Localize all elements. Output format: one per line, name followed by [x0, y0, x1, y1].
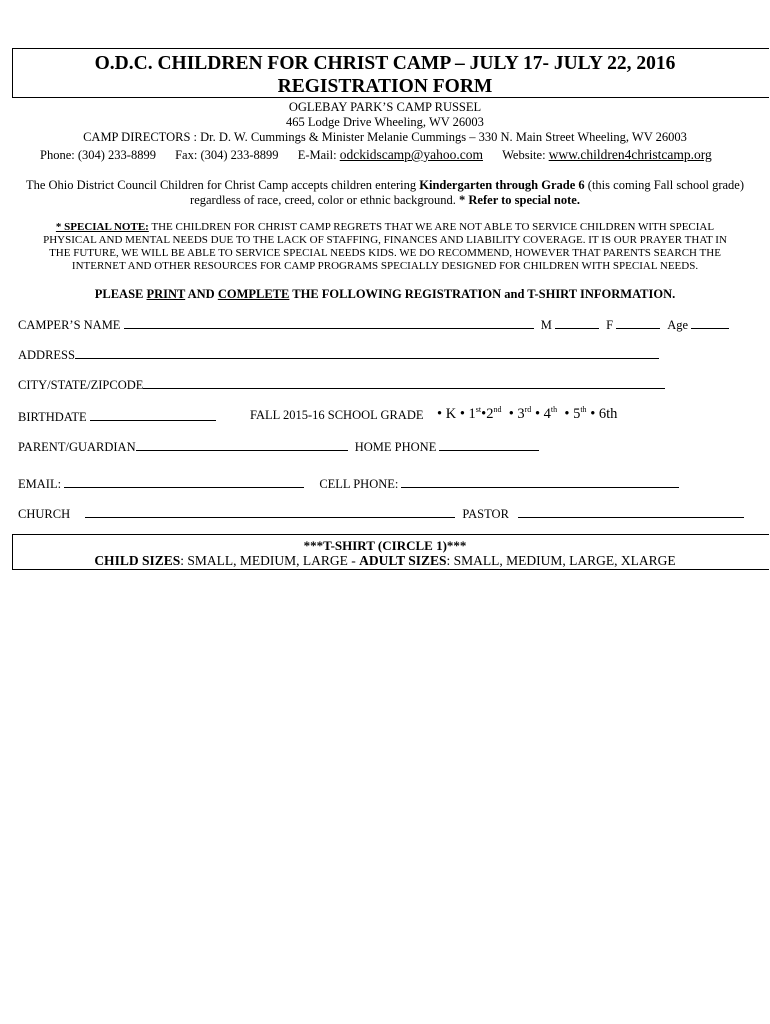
instruction-print: PRINT [146, 287, 186, 301]
email-field[interactable] [64, 475, 304, 488]
cell-phone-label: CELL PHONE: [319, 477, 399, 491]
special-note-line2: PHYSICAL AND MENTAL NEEDS DUE TO THE LACK OF STAFFING, FINANCES AND LIABILITY COVERAGE. IT IS OUR PRAYER THAT IN [43, 234, 727, 246]
male-field[interactable] [555, 316, 599, 329]
address-label: ADDRESS [18, 348, 75, 362]
tshirt-title: ***T-SHIRT (CIRCLE 1)*** [303, 538, 467, 553]
special-note-line4: INTERNET AND OTHER RESOURCES FOR CAMP PROGRAMS SPECIALLY DESIGNED FOR CHILDREN WITH SPECIAL NEEDS. [71, 260, 699, 272]
camp-location: OGLEBAY PARK’S CAMP RUSSEL [288, 100, 482, 114]
child-sizes-label: CHILD SIZES [94, 553, 181, 568]
tshirt-sizes [0, 553, 770, 568]
church-field[interactable] [85, 505, 455, 518]
grade-bullet: • [459, 405, 465, 422]
parent-row [18, 438, 539, 455]
age-field[interactable] [691, 316, 729, 329]
grade-bullet: • [590, 405, 596, 422]
camp-address: 465 Lodge Drive Wheeling, WV 26003 [286, 115, 484, 129]
church-row [18, 505, 744, 522]
female-field[interactable] [616, 316, 660, 329]
contact-line [40, 147, 712, 163]
email-field-label: EMAIL: [18, 477, 62, 491]
fax: Fax: (304) 233-8899 [175, 148, 279, 162]
adult-sizes-label: ADULT SIZES [359, 553, 447, 568]
intro-line1 [0, 178, 770, 193]
address-row [18, 346, 659, 363]
form-title-line1: O.D.C. CHILDREN FOR CHRIST CAMP – JULY 17- JULY 22, 2016 [94, 53, 676, 74]
grade-5-number: 5 [573, 405, 581, 422]
grade-3-number: 3 [517, 405, 525, 422]
grade-option-2[interactable] [486, 406, 501, 422]
grade-1-number: 1 [468, 405, 476, 422]
child-sizes[interactable]: : SMALL, MEDIUM, LARGE - [180, 553, 360, 568]
pastor-label: PASTOR [462, 507, 509, 521]
instruction [0, 287, 770, 302]
intro-refer: * Refer to special note. [459, 193, 580, 207]
birthdate-row [18, 408, 216, 425]
instruction-text-2: AND [185, 287, 218, 301]
adult-sizes[interactable]: : SMALL, MEDIUM, LARGE, XLARGE [446, 553, 676, 568]
form-title-line2: REGISTRATION FORM [277, 76, 493, 97]
pastor-field[interactable] [518, 505, 744, 518]
intro-text-3: regardless of race, creed, color or ethnic background. [190, 193, 460, 207]
grade-option-1[interactable] [469, 406, 482, 422]
grade-bullet: • [481, 405, 487, 422]
age-label: Age [667, 318, 689, 332]
instruction-text: PLEASE [94, 287, 147, 301]
intro-text-2: (this coming Fall school grade) [584, 178, 745, 192]
grade-option-3[interactable] [517, 406, 531, 422]
grade-bullet: • [534, 405, 541, 422]
grade-3-suffix: rd [524, 405, 532, 414]
parent-field[interactable] [136, 438, 348, 451]
grade-4-suffix: th [550, 405, 558, 414]
grade-option-4[interactable] [544, 406, 557, 422]
intro-line2 [0, 193, 770, 208]
home-phone-label: HOME PHONE [354, 440, 437, 454]
email-row [18, 475, 679, 492]
grade-5-suffix: th [580, 405, 587, 414]
email-label: E-Mail: [297, 148, 337, 162]
birthdate-field[interactable] [90, 408, 216, 421]
female-label: F [606, 318, 614, 332]
website-link[interactable]: www.children4christcamp.org [548, 147, 712, 162]
home-phone-field[interactable] [439, 438, 539, 451]
grade-option-6[interactable]: 6th [598, 405, 618, 422]
email-link[interactable]: odckidscamp@yahoo.com [339, 147, 483, 162]
grade-2-number: 2 [486, 405, 494, 422]
camper-name-field[interactable] [124, 316, 534, 329]
address-field[interactable] [75, 346, 659, 359]
grade-4-number: 4 [543, 405, 551, 422]
grade-options [437, 405, 617, 423]
instruction-text-3: THE FOLLOWING REGISTRATION and T-SHIRT INFORMATION. [289, 287, 676, 301]
phone: Phone: (304) 233-8899 [40, 148, 156, 162]
city-field[interactable] [143, 376, 665, 389]
special-note-text: THE CHILDREN FOR CHRIST CAMP REGRETS THAT WE ARE NOT ABLE TO SERVICE CHILDREN WITH SPECIAL [148, 221, 715, 233]
city-row [18, 376, 665, 393]
city-label: CITY/STATE/ZIPCODE [18, 378, 144, 392]
grade-2-suffix: nd [493, 405, 502, 414]
cell-phone-field[interactable] [401, 475, 679, 488]
special-note-line3: THE FUTURE, WE WILL BE ABLE TO SERVICE SPECIAL NEEDS KIDS. WE DO RECOMMEND, HOWEVER THAT PARENTS SEARCH THE [49, 247, 721, 259]
birthdate-label: BIRTHDATE [18, 410, 87, 424]
camp-directors: CAMP DIRECTORS : Dr. D. W. Cummings & Minister Melanie Cummings – 330 N. Main Street Wheeling, WV 26003 [83, 130, 687, 144]
grade-option-k[interactable]: K [445, 405, 457, 422]
camper-name-label: CAMPER’S NAME [18, 318, 121, 332]
grade-1-suffix: st [475, 405, 482, 414]
special-note-label: * SPECIAL NOTE: [55, 221, 149, 233]
camper-name-row [18, 316, 729, 333]
school-grade-label: FALL 2015-16 SCHOOL GRADE [250, 408, 424, 422]
intro-grades: Kindergarten through Grade 6 [419, 178, 585, 192]
church-label: CHURCH [18, 507, 71, 521]
grade-bullet: • [437, 405, 443, 422]
instruction-complete: COMPLETE [217, 287, 290, 301]
website-label: Website: [502, 148, 546, 162]
grade-bullet: • [560, 405, 570, 422]
special-note-line1 [0, 221, 770, 234]
grade-bullet: • [505, 405, 514, 422]
intro-text: The Ohio District Council Children for Christ Camp accepts children entering [25, 178, 420, 192]
grade-option-5[interactable] [573, 406, 586, 422]
parent-label: PARENT/GUARDIAN [18, 440, 136, 454]
male-label: M [540, 318, 552, 332]
